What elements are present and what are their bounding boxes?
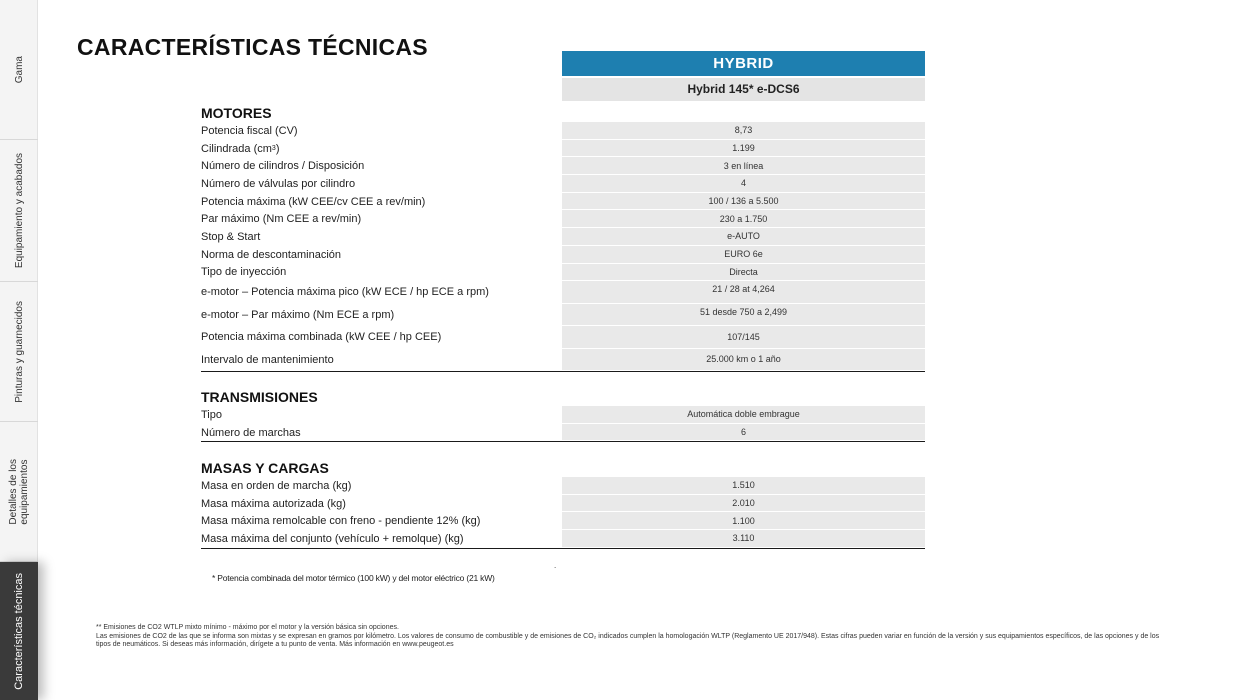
spec-label: Tipo [201,408,222,421]
tab-pinturas[interactable] [0,282,38,422]
stray-dot: . [554,561,557,570]
spec-row [201,175,925,193]
spec-label: Número de válvulas por cilindro [201,177,356,190]
spec-label: Potencia máxima combinada (kW CEE / hp CEE) [201,331,442,344]
spec-row [201,210,925,228]
spec-value: EURO 6e [562,246,925,264]
section-motores [201,104,925,372]
spec-label-end: ) [275,142,280,155]
spec-value: 1.199 [562,140,925,158]
spec-value: 230 a 1.750 [562,210,925,228]
spec-value: 2.010 [562,495,925,513]
tab-equipamiento[interactable] [0,140,38,282]
spec-row [201,512,925,530]
spec-row [201,495,925,513]
spec-label-text: Cilindrada (cm [201,142,272,155]
footer-line-1: ** Emisiones de CO2 WTLP mixto mínimo - máximo por el motor y la versión básica sin opciones. [96,624,399,631]
spec-row [201,304,925,327]
spec-row [201,349,925,372]
spec-row [201,122,925,140]
section-transmisiones [201,388,925,442]
section-divider [201,441,925,442]
spec-value: 21 / 28 at 4,264 [562,281,925,304]
spec-label: Potencia máxima (kW CEE/cv CEE a rev/min) [201,195,426,208]
spec-value: 4 [562,175,925,193]
spec-value: 107/145 [562,326,925,349]
section-heading: TRANSMISIONES [201,389,318,405]
spec-value: 1.510 [562,477,925,495]
spec-label: Norma de descontaminación [201,248,342,261]
spec-row [201,281,925,304]
spec-label: Intervalo de mantenimiento [201,353,334,366]
spec-label: Número de cilindros / Disposición [201,160,365,173]
tab-equipamiento-label: Equipamiento y acabados [13,152,25,269]
section-heading: MASAS Y CARGAS [201,460,329,476]
section-divider [201,371,925,372]
tab-detalles[interactable] [0,422,38,562]
spec-row [201,424,925,442]
spec-label: Tipo de inyección [201,266,287,279]
spec-label: e-motor – Potencia máxima pico (kW ECE / hp ECE a rpm) [201,286,489,299]
spec-value: 1.100 [562,512,925,530]
section-divider [201,548,925,549]
spec-label: Masa en orden de marcha (kg) [201,479,352,492]
spec-value: 3 en línea [562,157,925,175]
spec-row [201,477,925,495]
column-header-band: HYBRID [562,51,925,76]
spec-row [201,326,925,349]
spec-value: Directa [562,264,925,282]
spec-value: 25.000 km o 1 año [562,349,925,372]
footer-legal [96,624,1166,650]
spec-label: Par máximo (Nm CEE a rev/min) [201,213,362,226]
spec-value: 6 [562,424,925,442]
spec-row [201,228,925,246]
spec-label: Número de marchas [201,426,301,439]
spec-value: 3.110 [562,530,925,548]
spec-row [201,157,925,175]
tab-detalles-label: Detalles de los equipamientos [8,458,30,525]
tab-gama-label: Gama [13,55,25,84]
spec-value: Automática doble embrague [562,406,925,424]
spec-row [201,140,925,158]
spec-label: Stop & Start [201,230,261,243]
sidebar-nav [0,0,38,700]
spec-label: Masa máxima autorizada (kg) [201,497,346,510]
spec-row [201,193,925,211]
spec-row [201,530,925,548]
spec-value: 51 desde 750 a 2,499 [562,304,925,327]
footer-line-2: Las emisiones de CO2 de las que se informa son mixtas y se expresan en gramos por kilómetro. Los valores de consumo de combustible y de emisiones de CO₂ indicados cumplen la homologación WLTP (Reglamento UE 2017/948). Estas cifras pueden variar en función de la versión y sus equipamientos específicos, de las opciones y de los tipos de neumáticos. Si deseas más información, dirígete a tu punto de venta. Más información en www.peugeot.es [96,632,1160,648]
tab-caracteristicas-label: Características técnicas [12,572,25,690]
spec-label: Potencia fiscal (CV) [201,124,298,137]
spec-value: 100 / 136 a 5.500 [562,193,925,211]
section-heading: MOTORES [201,105,272,121]
spec-row [201,406,925,424]
tab-caracteristicas[interactable] [0,562,38,700]
tab-pinturas-label: Pinturas y guarnecidos [13,300,25,403]
combined-power-note: * Potencia combinada del motor térmico (100 kW) y del motor eléctrico (21 kW) [212,573,495,583]
spec-label: e-motor – Par máximo (Nm ECE a rpm) [201,308,395,321]
spec-label: Masa máxima remolcable con freno - pendiente 12% (kg) [201,515,481,528]
spec-label: Masa máxima del conjunto (vehículo + remolque) (kg) [201,532,464,545]
spec-value: 8,73 [562,122,925,140]
spec-value: e-AUTO [562,228,925,246]
tab-gama[interactable] [0,0,38,140]
page-title: CARACTERÍSTICAS TÉCNICAS [77,34,428,60]
spec-label: Cilindrada (cm 3 ) [201,142,280,155]
spec-row [201,264,925,282]
spec-row [201,246,925,264]
section-masas [201,459,925,549]
column-header-version: Hybrid 145* e-DCS6 [562,78,925,101]
